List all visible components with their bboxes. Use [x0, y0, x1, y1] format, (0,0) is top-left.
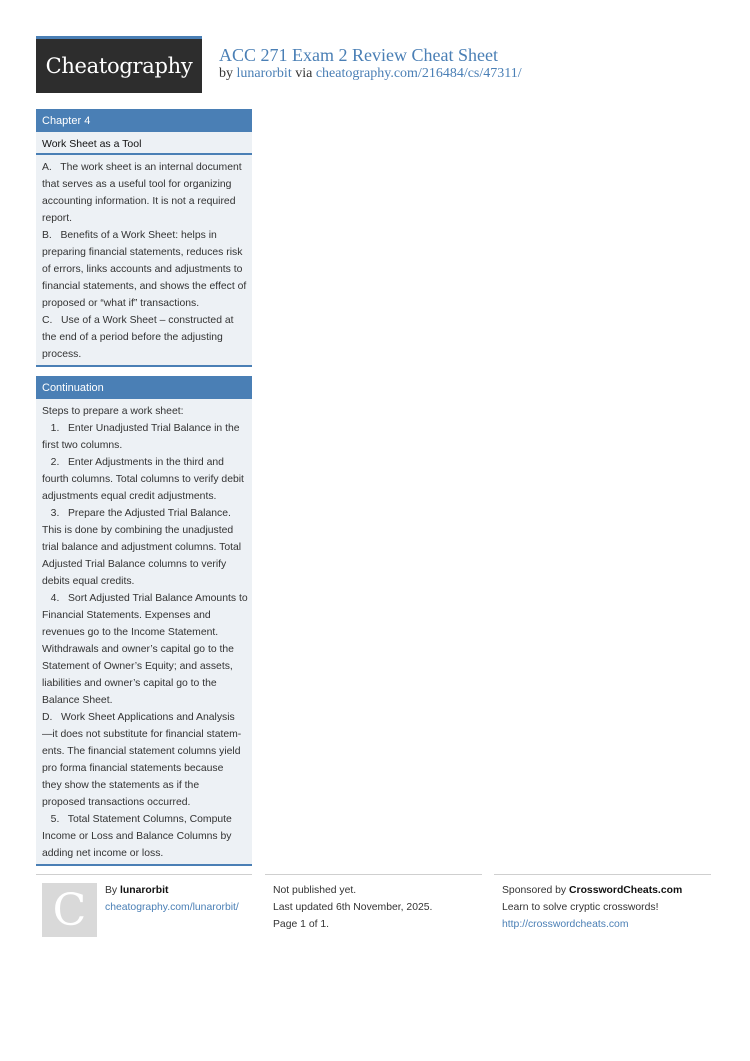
body-line: 1. Enter Unadjusted Trial Balance in the: [42, 423, 240, 434]
body-line: process.: [42, 349, 82, 360]
cheatography-logo[interactable]: [36, 36, 202, 93]
byline: [219, 66, 522, 82]
sponsor-link[interactable]: http://crosswordcheats.com: [502, 919, 629, 930]
section-chapter-4: [36, 109, 252, 367]
body-line: revenues go to the Income Statement.: [42, 627, 219, 638]
sponsor-tagline: Learn to solve cryptic crosswords!: [502, 902, 659, 913]
body-line: first two columns.: [42, 440, 123, 451]
sponsor-label: Sponsored by: [502, 885, 570, 896]
section-heading: Continuation: [36, 376, 252, 399]
body-line: D. Work Sheet Applications and Analysis: [42, 712, 235, 723]
body-line: report.: [42, 213, 73, 224]
body-line: ents. The financial statement columns yield: [42, 746, 241, 757]
sponsor-name: CrosswordCheats.com: [569, 885, 683, 896]
publish-status: Not published yet.: [273, 885, 357, 896]
body-line: the end of a period before the adjusting: [42, 332, 223, 343]
body-line: Statement of Owner’s Equity; and assets,: [42, 661, 233, 672]
body-line: liabilities and owner’s capital go to the: [42, 678, 217, 689]
section-body: [36, 399, 252, 866]
footer-divider: [265, 874, 482, 875]
body-line: C. Use of a Work Sheet – constructed at: [42, 315, 234, 326]
body-line: adjustments equal credit adjustments.: [42, 491, 217, 502]
by-prefix: by: [219, 66, 237, 81]
footer-author: [105, 882, 239, 916]
body-line: adding net income or loss.: [42, 848, 164, 859]
body-line: This is done by combining the unadjusted: [42, 525, 234, 536]
body-line: 3. Prepare the Adjusted Trial Balance.: [42, 508, 231, 519]
footer-divider: [494, 874, 711, 875]
logo-text: Cheatography: [45, 54, 193, 78]
section-body: [36, 155, 252, 367]
body-line: of errors, links accounts and adjustments to: [42, 264, 243, 275]
body-line: B. Benefits of a Work Sheet: helps in: [42, 230, 217, 241]
source-link[interactable]: cheatography.com/216484/cs/47311/: [315, 66, 522, 81]
body-line: fourth columns. Total columns to verify debit: [42, 474, 244, 485]
body-line: —it does not substitute for financial statem-: [42, 729, 242, 740]
footer-sponsor: [502, 882, 682, 933]
body-line: accounting information. It is not a required: [42, 196, 236, 207]
body-line: A. The work sheet is an internal document: [42, 162, 242, 173]
body-line: Withdrawals and owner’s capital go to the: [42, 644, 234, 655]
body-line: pro forma financial statements because: [42, 763, 224, 774]
body-line: Balance Sheet.: [42, 695, 113, 706]
body-line: Adjusted Trial Balance columns to verify: [42, 559, 227, 570]
avatar: C: [42, 883, 97, 937]
last-updated: Last updated 6th November, 2025.: [273, 902, 433, 913]
body-line: 5. Total Statement Columns, Compute: [42, 814, 232, 825]
body-line: 2. Enter Adjustments in the third and: [42, 457, 224, 468]
author-link[interactable]: lunarorbit: [236, 66, 292, 81]
sponsor-line: [502, 882, 682, 899]
body-line: trial balance and adjustment columns. Total: [42, 542, 242, 553]
body-line: that serves as a useful tool for organizing: [42, 179, 232, 190]
body-line: Income or Loss and Balance Columns by: [42, 831, 232, 842]
body-line: 4. Sort Adjusted Trial Balance Amounts to: [42, 593, 248, 604]
by-label: By: [105, 885, 121, 896]
body-line: preparing financial statements, reduces risk: [42, 247, 243, 258]
body-line: proposed or “what if” transactions.: [42, 298, 200, 309]
body-line: financial statements, and shows the effect of: [42, 281, 247, 292]
body-line: they show the statements as if the: [42, 780, 200, 791]
body-line: proposed transactions occurred.: [42, 797, 191, 808]
body-line: debits equal credits.: [42, 576, 135, 587]
footer-author-name: lunarorbit: [120, 885, 169, 896]
page-number: Page 1 of 1.: [273, 919, 330, 930]
section-heading: Chapter 4: [36, 109, 252, 132]
via-word: via: [291, 66, 316, 81]
body-line: Financial Statements. Expenses and: [42, 610, 211, 621]
footer-status: [273, 882, 432, 933]
page-title: ACC 271 Exam 2 Review Cheat Sheet: [219, 45, 498, 65]
body-line: Steps to prepare a work sheet:: [42, 406, 184, 417]
section-continuation: [36, 376, 252, 866]
footer-by-line: [105, 882, 239, 899]
section-subheading: Work Sheet as a Tool: [36, 132, 252, 155]
footer-author-link[interactable]: cheatography.com/lunarorbit/: [105, 902, 239, 913]
footer-divider: [36, 874, 252, 875]
